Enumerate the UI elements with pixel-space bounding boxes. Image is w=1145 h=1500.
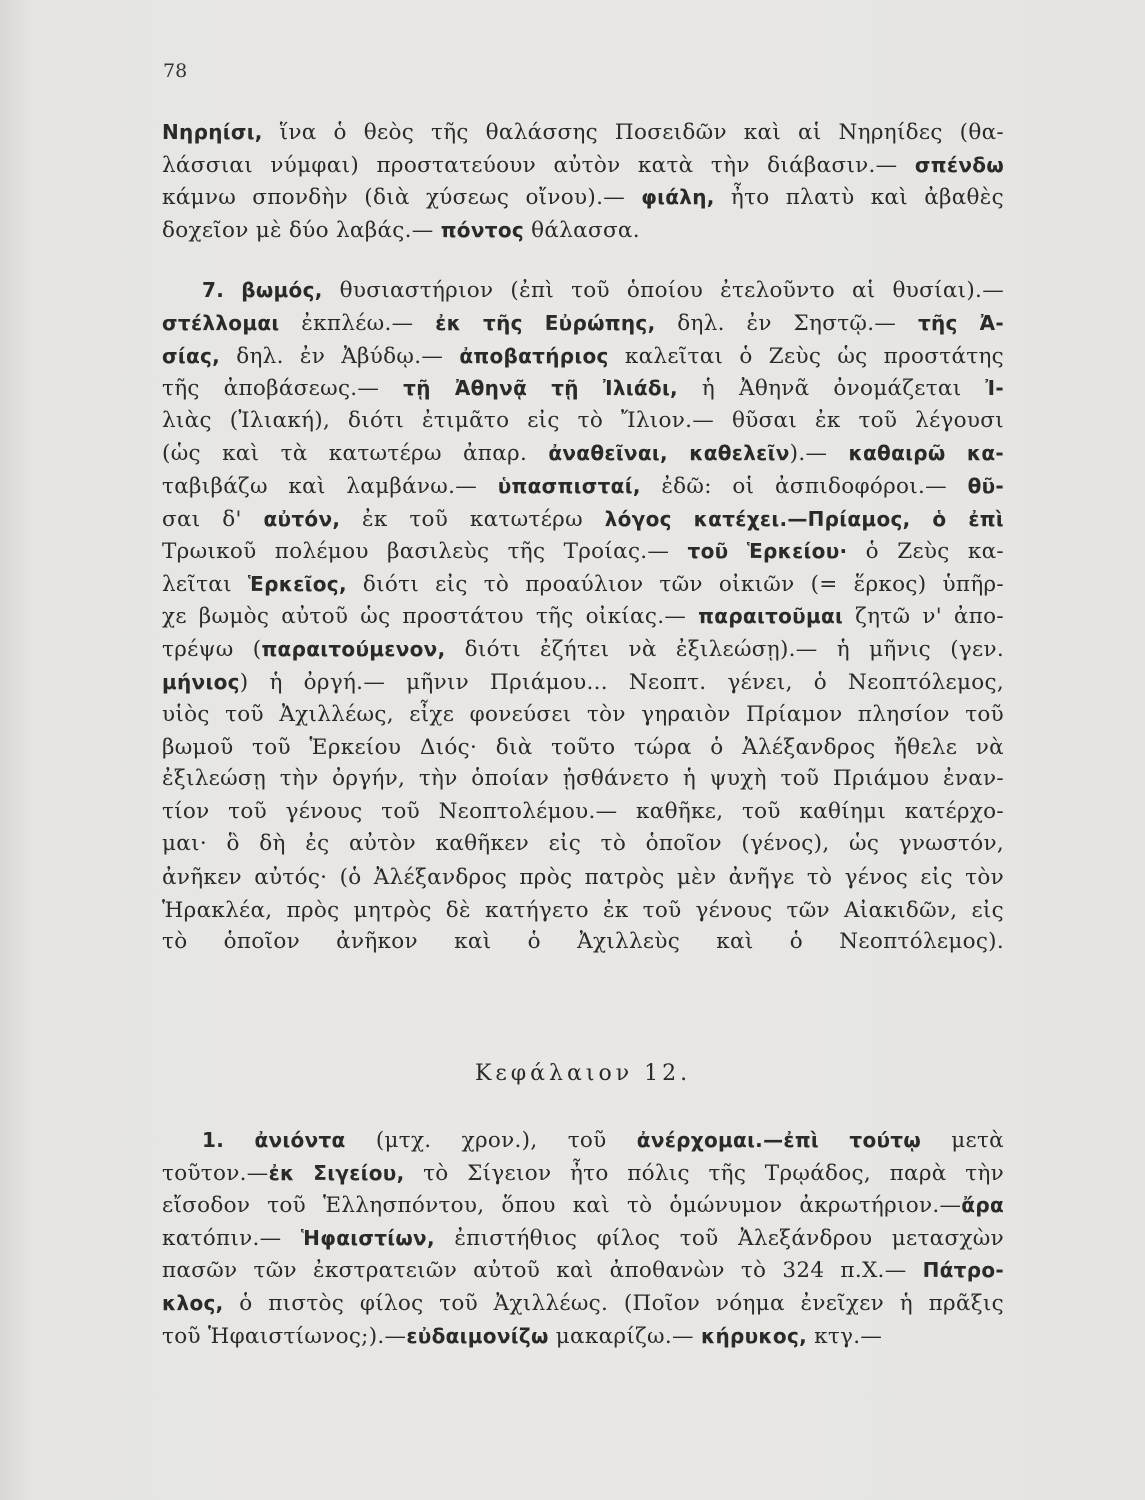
text-line: πασῶν τῶν ἐκστρατειῶν αὐτοῦ καὶ ἀποθανὼν τὸ 324 π.Χ.— Πάτρο- bbox=[162, 1258, 1004, 1284]
text-line: μήνιος) ἡ ὀργή.— μῆνιν Πριάμου... Νεοπτ. γένει, ὁ Νεοπτόλεμος, bbox=[162, 669, 1004, 695]
page-body bbox=[162, 116, 1004, 1352]
text-line: εἴσοδον τοῦ Ἑλλησπόντου, ὅπου καὶ τὸ ὁμώνυμον ἀκρωτήριον.—ἄρα bbox=[162, 1193, 1004, 1219]
text-line: ταβιβάζω καὶ λαμβάνω.— ὑπασπισταί, ἐδῶ: οἱ ἀσπιδοφόροι.— θῦ- bbox=[162, 473, 1004, 499]
text-line: ἀνῆκεν αὐτός· (ὁ Ἀλέξανδρος πρὸς πατρὸς μὲν ἀνῆγε τὸ γένος εἰς τὸν bbox=[162, 865, 1004, 891]
text-line: κλος, ὁ πιστὸς φίλος τοῦ Ἀχιλλέως. (Ποῖον νόημα ἐνεῖχεν ἡ πρᾶξις bbox=[162, 1291, 1004, 1316]
text-line: τίον τοῦ γένους τοῦ Νεοπτολέμου.— καθῆκε, τοῦ καθίημι κατέρχο- bbox=[162, 798, 1004, 824]
text-line: τὸ ὁποῖον ἀνῆκον καὶ ὁ Ἀχιλλεὺς καὶ ὁ Νεοπτόλεμος). bbox=[162, 929, 1004, 955]
text-line: σίας, δηλ. ἐν Ἀβύδῳ.— ἀποβατήριος καλεῖται ὁ Ζεὺς ὡς προστάτης bbox=[162, 343, 1004, 369]
chapter-heading: Κεφάλαιον 12. bbox=[474, 1061, 692, 1087]
text-line: τῆς ἀποβάσεως.— τῇ Ἀθηνᾷ τῇ Ἰλιάδι, ἡ Ἀθηνᾶ ὀνομάζεται Ἰ- bbox=[162, 376, 1004, 402]
text-line: στέλλομαι ἐκπλέω.— ἐκ τῆς Εὐρώπης, δηλ. ἐν Σηστῷ.— τῆς Ἀ- bbox=[162, 310, 1004, 336]
page-number: 78 bbox=[163, 60, 188, 82]
text-line: σαι δ' αὐτόν, ἐκ τοῦ κατωτέρω λόγος κατέχει.—Πρίαμος, ὁ ἐπὶ bbox=[162, 506, 1004, 532]
text-line: δοχεῖον μὲ δύο λαβάς.— πόντος θάλασσα. bbox=[162, 217, 640, 243]
text-line: κάμνω σπονδὴν (διὰ χύσεως οἴνου).— φιάλη, ἦτο πλατὺ καὶ ἀβαθὲς bbox=[162, 185, 1004, 211]
text-line: Ἡρακλέα, πρὸς μητρὸς δὲ κατήγετο ἐκ τοῦ γένους τῶν Αἰακιδῶν, εἰς bbox=[162, 897, 1004, 923]
text-line: τρέψω (παραιτούμενον, διότι ἐζήτει νὰ ἐξιλεώσῃ).— ἡ μῆνις (γεν. bbox=[162, 636, 1004, 662]
text-line: μαι· ὃ δὴ ἐς αὐτὸν καθῆκεν εἰς τὸ ὁποῖον (γένος), ὡς γνωστόν, bbox=[162, 831, 1004, 857]
text-line bbox=[162, 959, 1004, 992]
text-line: υἱὸς τοῦ Ἀχιλλέως, εἶχε φονεύσει τὸν γηραιὸν Πρίαμον πλησίον τοῦ bbox=[162, 702, 1004, 728]
text-line: λεῖται Ἑρκεῖος, διότι εἰς τὸ προαύλιον τῶν οἰκιῶν (= ἕρκος) ὑπῆρ- bbox=[162, 571, 1004, 597]
text-line: Νηρηίσι, ἵνα ὁ θεὸς τῆς θαλάσσης Ποσειδῶν καὶ αἱ Νηρηίδες (θα- bbox=[162, 120, 1004, 145]
text-line: τοῦ Ἡφαιστίωνος;).—εὐδαιμονίζω μακαρίζω.— κήρυκος, κτγ.— bbox=[162, 1323, 883, 1349]
text-line: 1. ἀνιόντα (μτχ. χρον.), τοῦ ἀνέρχομαι.—ἐπὶ τούτῳ μετὰ bbox=[202, 1128, 1004, 1154]
text-line: βωμοῦ τοῦ Ἑρκείου Διός· διὰ τοῦτο τώρα ὁ Ἀλέξανδρος ἤθελε νὰ bbox=[162, 734, 1004, 760]
text-line: κατόπιν.— Ἡφαιστίων, ἐπιστήθιος φίλος τοῦ Ἀλεξάνδρου μετασχὼν bbox=[162, 1225, 1004, 1251]
text-line: λιὰς (Ἰλιακή), διότι ἐτιμᾶτο εἰς τὸ Ἴλιον.— θῦσαι ἐκ τοῦ λέγουσι bbox=[162, 407, 1004, 433]
text-line: 7. βωμός, θυσιαστήριον (ἐπὶ τοῦ ὁποίου ἐτελοῦντο αἱ θυσίαι).— bbox=[202, 278, 1004, 304]
text-line: (ὡς καὶ τὰ κατωτέρω ἀπαρ. ἀναθεῖναι, καθελεῖν).— καθαιρῶ κα- bbox=[162, 441, 1004, 467]
text-line: ἐξιλεώσῃ τὴν ὀργήν, τὴν ὁποίαν ᾐσθάνετο ἡ ψυχὴ τοῦ Πριάμου ἐναν- bbox=[162, 766, 1004, 792]
text-line: χε βωμὸς αὐτοῦ ὡς προστάτου τῆς οἰκίας.— παραιτοῦμαι ζητῶ ν' ἀπο- bbox=[162, 604, 1004, 630]
text-line: τοῦτον.—ἐκ Σιγείου, τὸ Σίγειον ἦτο πόλις τῆς Τρῳάδος, παρὰ τὴν bbox=[162, 1160, 1004, 1186]
text-line: λάσσιαι νύμφαι) προστατεύουν αὐτὸν κατὰ τὴν διάβασιν.— σπένδω bbox=[162, 152, 1004, 178]
text-line: Τρωικοῦ πολέμου βασιλεὺς τῆς Τροίας.— τοῦ Ἑρκείου· ὁ Ζεὺς κα- bbox=[162, 539, 1004, 565]
text-line bbox=[162, 991, 1004, 1024]
